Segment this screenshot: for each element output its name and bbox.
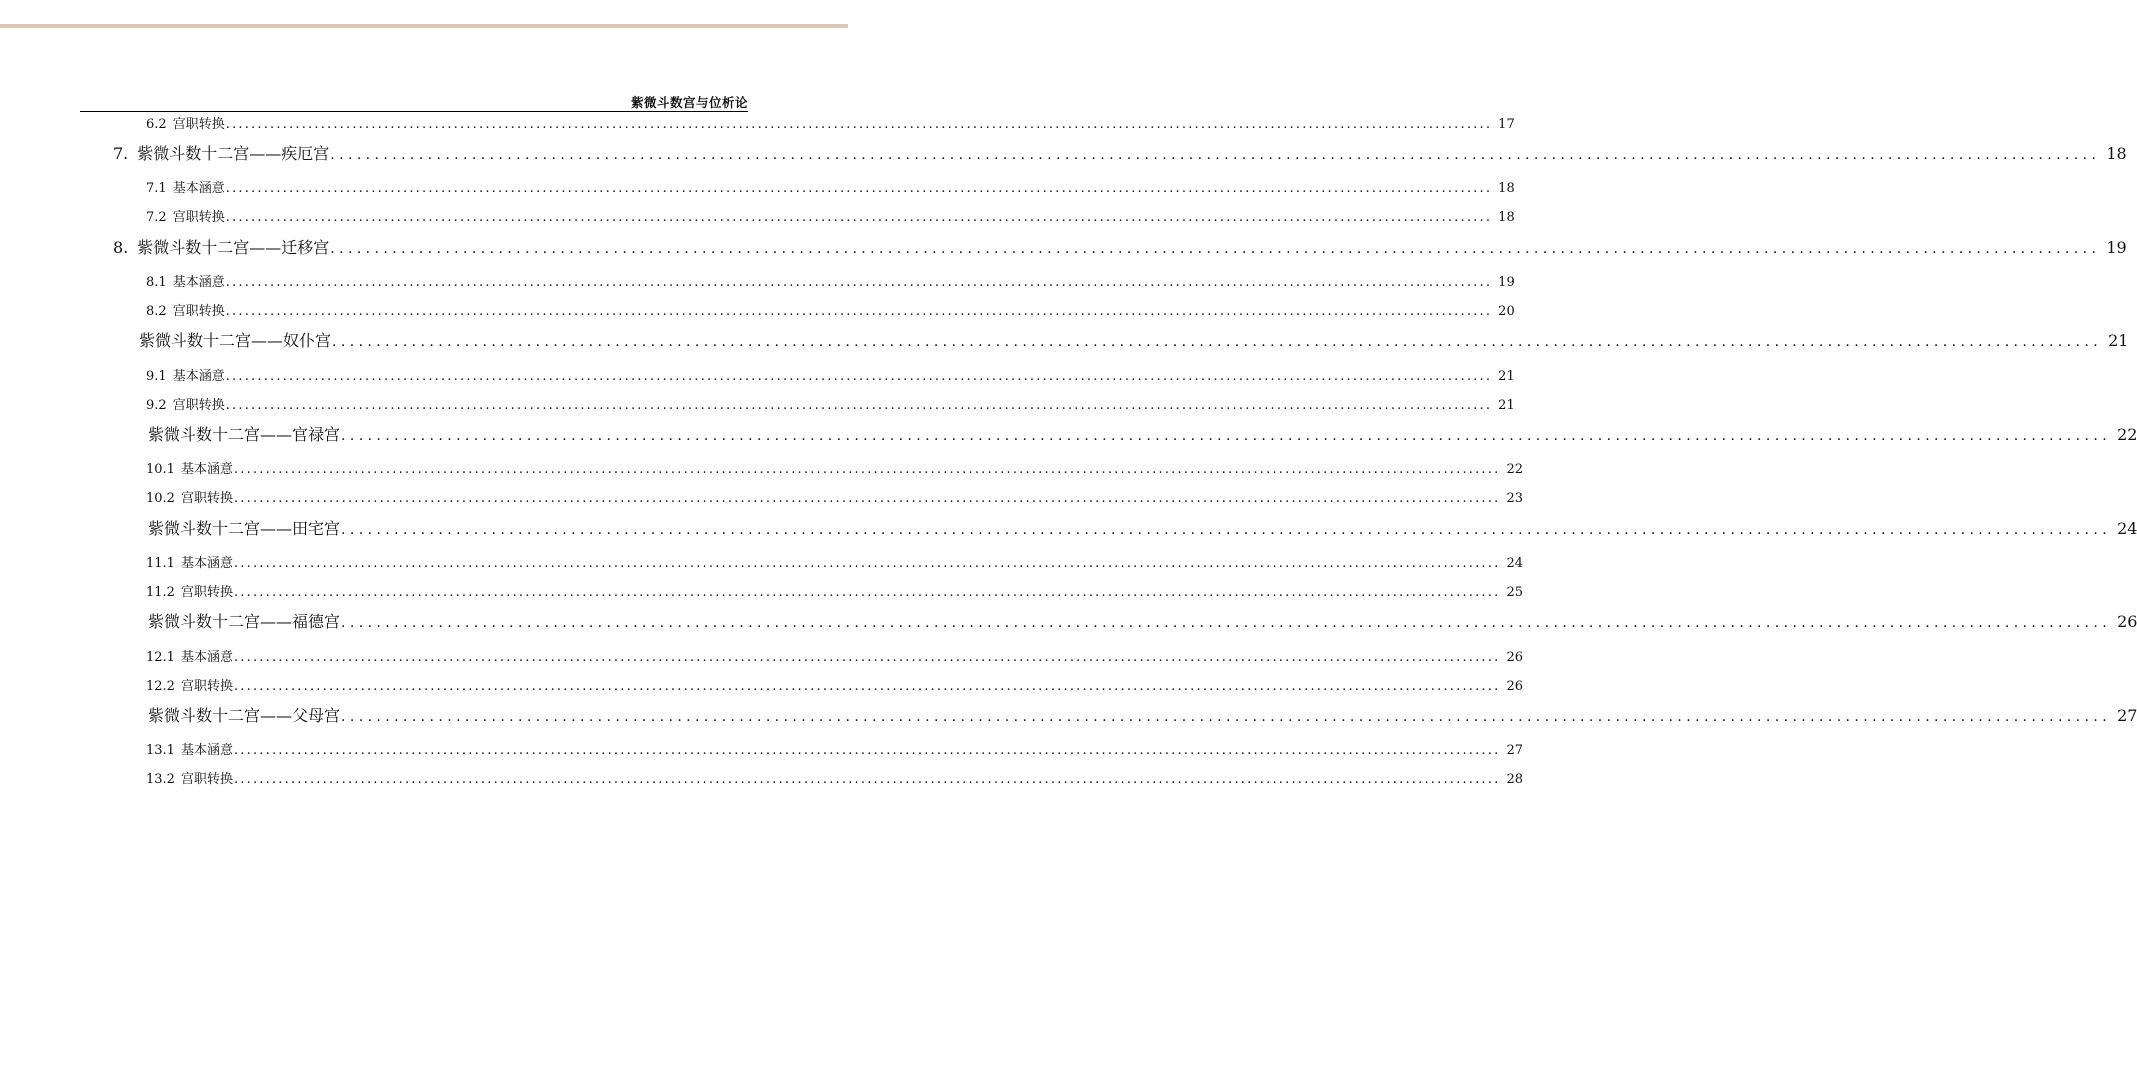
running-header-title: 紫微斗数宫与位析论 — [630, 95, 748, 110]
toc-entry-page-number: 26 — [2117, 612, 2137, 631]
toc-entry[interactable] — [146, 490, 1523, 508]
toc-dot-leader: ........................................................................................................................................................................................................ — [341, 428, 2112, 444]
toc-entry-number: 11.1 — [146, 556, 175, 571]
toc-entry-title: 基本涵意 — [180, 650, 233, 665]
toc-entry[interactable] — [146, 584, 1523, 602]
toc-entry-title: 基本涵意 — [172, 369, 225, 384]
toc-entry[interactable] — [146, 397, 1515, 415]
toc-entry[interactable] — [146, 209, 1515, 227]
toc-entry-title: 基本涵意 — [172, 181, 225, 196]
toc-entry-page-number: 27 — [1506, 743, 1523, 758]
toc-entry[interactable] — [148, 611, 2137, 633]
toc-dot-leader: ........................................................................................................................................................................................................ — [233, 743, 1501, 758]
toc-entry[interactable] — [146, 274, 1515, 292]
toc-dot-leader: ........................................................................................................................................................................................................ — [225, 304, 1493, 319]
toc-dot-leader: ........................................................................................................................................................................................................ — [225, 181, 1493, 196]
toc-entry-number: 7.1 — [146, 181, 167, 196]
toc-entry-page-number: 18 — [1498, 181, 1515, 196]
toc-entry-title: 宫职转换 — [172, 398, 225, 413]
toc-entry-number: 10.2 — [146, 491, 175, 506]
header-rule — [80, 111, 748, 112]
toc-dot-leader: ........................................................................................................................................................................................................ — [341, 522, 2112, 538]
toc-entry-page-number: 18 — [2106, 144, 2127, 163]
toc-entry-number: 11.2 — [146, 585, 175, 600]
toc-entry[interactable] — [146, 742, 1523, 760]
toc-dot-leader: ........................................................................................................................................................................................................ — [330, 241, 2101, 257]
page-top-margin — [0, 0, 848, 24]
toc-entry[interactable] — [146, 771, 1523, 789]
toc-entry-page-number: 26 — [1506, 679, 1523, 694]
toc-entry-title: 基本涵意 — [180, 462, 233, 477]
toc-entry[interactable] — [146, 303, 1515, 321]
toc-entry-title: 紫微斗数十二宫——父母宫 — [148, 706, 341, 725]
toc-entry-page-number: 24 — [2117, 519, 2137, 538]
toc-entry-title: 紫微斗数十二宫——官禄宫 — [148, 425, 341, 444]
toc-dot-leader: ........................................................................................................................................................................................................ — [225, 117, 1493, 132]
toc-entry-page-number: 18 — [1498, 210, 1515, 225]
toc-entry-number: 10.1 — [146, 462, 175, 477]
toc-entry-page-number: 26 — [1506, 650, 1523, 665]
toc-entry[interactable] — [113, 143, 2127, 165]
toc-entry-title: 宫职转换 — [180, 491, 233, 506]
toc-entry-title: 紫微斗数十二宫——福德宫 — [148, 612, 341, 631]
toc-entry[interactable] — [148, 705, 2137, 727]
toc-entry-title: 紫微斗数十二宫——疾厄宫 — [137, 144, 330, 163]
toc-entry-title: 基本涵意 — [180, 556, 233, 571]
toc-entry-page-number: 20 — [1498, 304, 1515, 319]
toc-dot-leader: ........................................................................................................................................................................................................ — [233, 585, 1501, 600]
toc-dot-leader: ........................................................................................................................................................................................................ — [233, 556, 1501, 571]
toc-entry-number: 7.2 — [146, 210, 167, 225]
toc-entry-number: 9.1 — [146, 369, 167, 384]
toc-entry-page-number: 25 — [1506, 585, 1523, 600]
toc-entry-page-number: 21 — [2108, 331, 2129, 350]
toc-entry-title: 宫职转换 — [180, 679, 233, 694]
toc-entry-page-number: 22 — [2117, 425, 2137, 444]
toc-entry-title: 宫职转换 — [180, 585, 233, 600]
toc-entry-title: 宫职转换 — [172, 210, 225, 225]
toc-entry-number: 8.2 — [146, 304, 167, 319]
toc-dot-leader: ........................................................................................................................................................................................................ — [233, 650, 1501, 665]
toc-entry-title: 基本涵意 — [180, 743, 233, 758]
toc-entry-number: 6.2 — [146, 117, 167, 132]
toc-entry-page-number: 27 — [2117, 706, 2137, 725]
toc-entry-page-number: 17 — [1498, 117, 1515, 132]
toc-entry-number: 8. — [113, 238, 129, 257]
toc-entry-title: 宫职转换 — [172, 117, 225, 132]
toc-entry-title: 宫职转换 — [180, 772, 233, 787]
toc-entry-title: 紫微斗数十二宫——奴仆宫 — [139, 331, 332, 350]
toc-entry-number: 9.2 — [146, 398, 167, 413]
toc-entry-page-number: 19 — [1498, 275, 1515, 290]
toc-dot-leader: ........................................................................................................................................................................................................ — [341, 709, 2112, 725]
toc-entry-page-number: 21 — [1498, 398, 1515, 413]
toc-entry[interactable] — [146, 180, 1515, 198]
toc-entry-page-number: 24 — [1506, 556, 1523, 571]
toc-entry[interactable] — [113, 237, 2127, 259]
toc-dot-leader: ........................................................................................................................................................................................................ — [233, 462, 1501, 477]
toc-entry-page-number: 19 — [2106, 238, 2127, 257]
toc-entry[interactable] — [146, 649, 1523, 667]
toc-entry[interactable] — [146, 461, 1523, 479]
toc-entry[interactable] — [148, 518, 2137, 540]
toc-entry-number: 8.1 — [146, 275, 167, 290]
toc-dot-leader: ........................................................................................................................................................................................................ — [225, 398, 1493, 413]
toc-dot-leader: ........................................................................................................................................................................................................ — [233, 491, 1501, 506]
page-top-border — [0, 24, 848, 28]
toc-entry-number: 12.1 — [146, 650, 175, 665]
toc-entry-page-number: 21 — [1498, 369, 1515, 384]
toc-entry[interactable] — [146, 555, 1523, 573]
toc-dot-leader: ........................................................................................................................................................................................................ — [332, 334, 2103, 350]
toc-entry-title: 紫微斗数十二宫——田宅宫 — [148, 519, 341, 538]
toc-dot-leader: ........................................................................................................................................................................................................ — [225, 275, 1493, 290]
toc-entry-title: 基本涵意 — [172, 275, 225, 290]
toc-dot-leader: ........................................................................................................................................................................................................ — [341, 615, 2112, 631]
toc-entry-page-number: 28 — [1506, 772, 1523, 787]
toc-dot-leader: ........................................................................................................................................................................................................ — [225, 369, 1493, 384]
toc-entry-title: 紫微斗数十二宫——迁移宫 — [137, 238, 330, 257]
toc-entry-title: 宫职转换 — [172, 304, 225, 319]
toc-dot-leader: ........................................................................................................................................................................................................ — [233, 679, 1501, 694]
toc-entry-number: 12.2 — [146, 679, 175, 694]
toc-entry[interactable] — [148, 424, 2137, 446]
toc-entry-number: 7. — [113, 144, 129, 163]
toc-entry-number: 13.1 — [146, 743, 175, 758]
toc-entry-page-number: 23 — [1506, 491, 1523, 506]
toc-entry[interactable] — [139, 330, 2129, 352]
toc-dot-leader: ........................................................................................................................................................................................................ — [233, 772, 1501, 787]
toc-entry[interactable] — [146, 368, 1515, 386]
toc-entry[interactable] — [146, 678, 1523, 696]
toc-dot-leader: ........................................................................................................................................................................................................ — [225, 210, 1493, 225]
toc-entry-number: 13.2 — [146, 772, 175, 787]
toc-entry[interactable] — [146, 116, 1515, 134]
toc-dot-leader: ........................................................................................................................................................................................................ — [330, 147, 2101, 163]
toc-entry-page-number: 22 — [1506, 462, 1523, 477]
